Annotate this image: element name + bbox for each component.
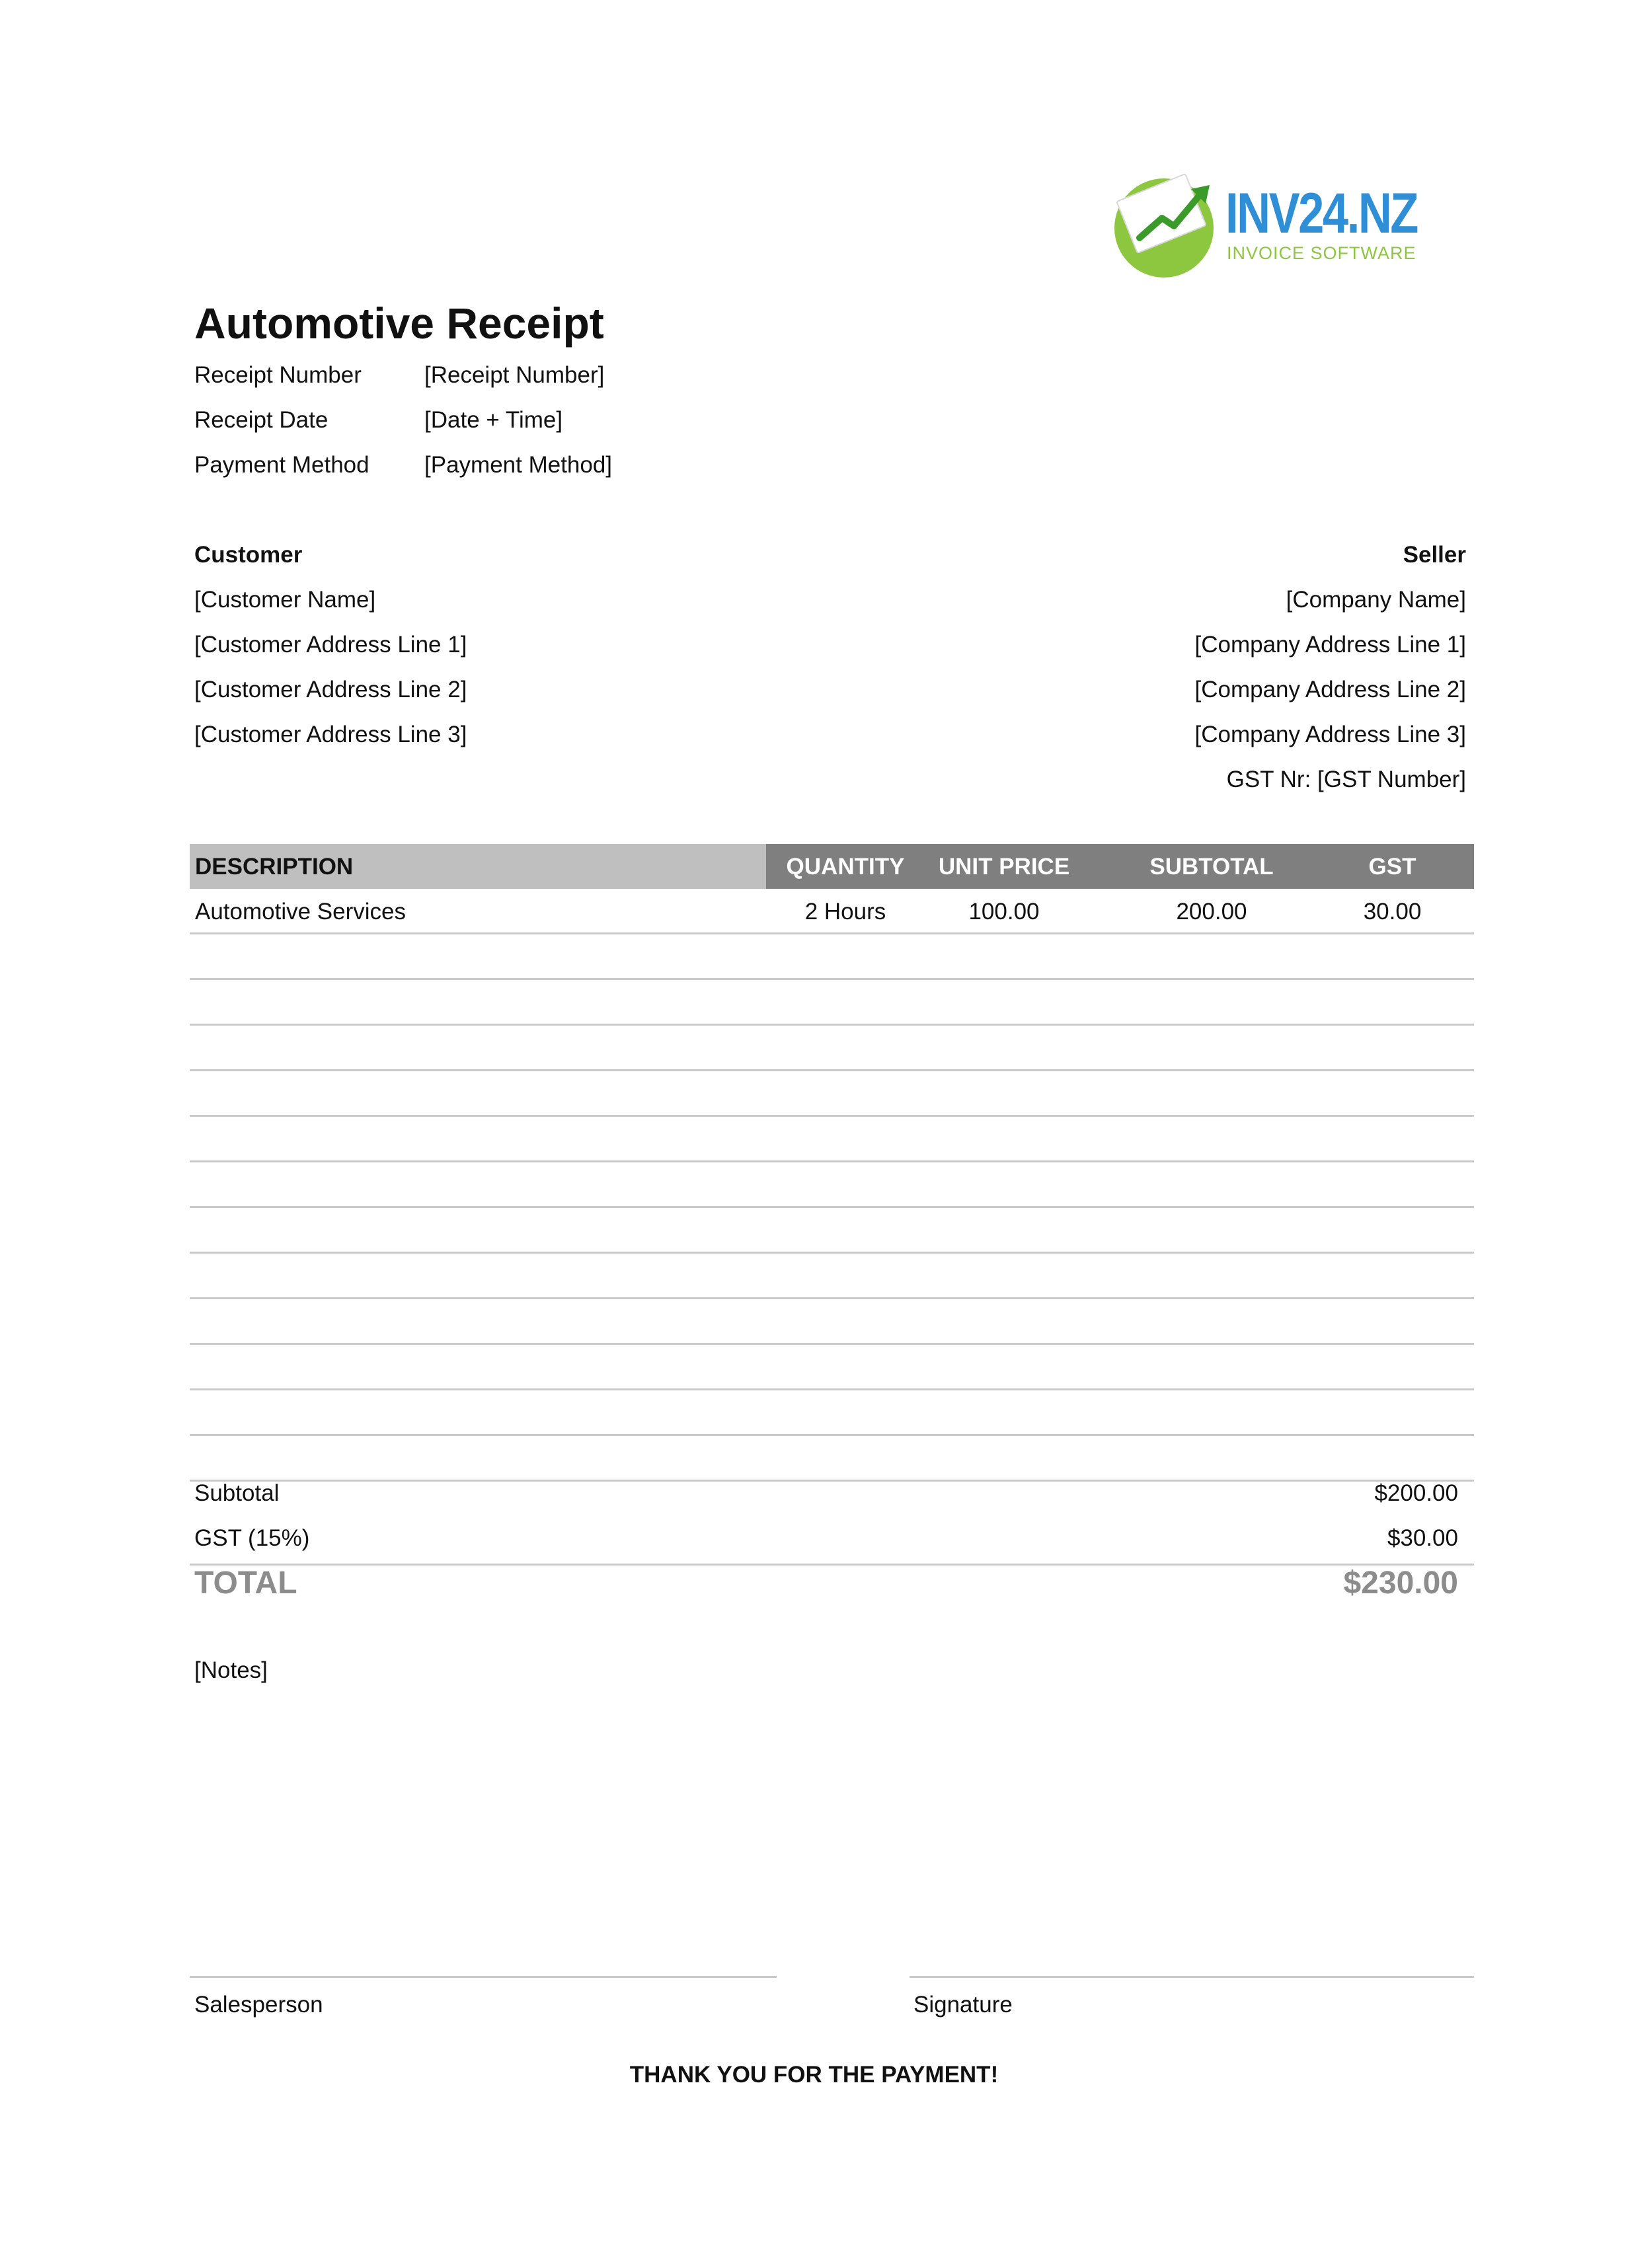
company-logo	[1114, 173, 1425, 279]
company-name: [Company Name]	[1286, 587, 1466, 613]
seller-heading: Seller	[1403, 542, 1466, 568]
items-table	[190, 844, 1474, 1482]
gst-value: $30.00	[1387, 1525, 1458, 1551]
table-row	[190, 1299, 1474, 1345]
total-divider	[190, 1564, 1474, 1566]
payment-method-label: Payment Method	[194, 452, 369, 478]
table-row	[190, 1117, 1474, 1162]
table-header	[190, 844, 1474, 889]
company-address-line-1: [Company Address Line 1]	[1194, 632, 1466, 658]
table-row	[190, 980, 1474, 1026]
table-row	[190, 1436, 1474, 1482]
company-gst-number: GST Nr: [GST Number]	[1226, 767, 1466, 792]
customer-address-line-2: [Customer Address Line 2]	[194, 677, 467, 702]
item-gst: 30.00	[1363, 899, 1422, 925]
unit-price-column-header: UNIT PRICE	[938, 854, 1070, 880]
signature-line	[910, 1976, 1474, 1978]
table-row	[190, 1026, 1474, 1071]
logo-growth-arrow-icon	[1128, 180, 1214, 252]
company-address-line-3: [Company Address Line 3]	[1194, 722, 1466, 747]
thank-you-message: THANK YOU FOR THE PAYMENT!	[629, 2062, 999, 2088]
gst-column-header: GST	[1368, 854, 1416, 880]
logo-name: INV24.NZ	[1225, 182, 1417, 245]
table-row	[190, 1208, 1474, 1254]
signature-label: Signature	[913, 1992, 1013, 2018]
table-row	[190, 889, 1474, 934]
item-description: Automotive Services	[195, 899, 407, 925]
payment-method-value: [Payment Method]	[424, 452, 613, 478]
subtotal-value: $200.00	[1374, 1480, 1458, 1506]
customer-heading: Customer	[194, 542, 303, 568]
subtotal-label: Subtotal	[194, 1480, 280, 1506]
table-row	[190, 1254, 1474, 1299]
table-row	[190, 1345, 1474, 1390]
table-row	[190, 1390, 1474, 1436]
salesperson-label: Salesperson	[194, 1992, 323, 2018]
item-subtotal: 200.00	[1176, 899, 1247, 925]
subtotal-column-header: SUBTOTAL	[1149, 854, 1274, 880]
customer-address-line-1: [Customer Address Line 1]	[194, 632, 467, 658]
receipt-date-value: [Date + Time]	[424, 407, 563, 433]
item-quantity: 2 Hours	[804, 899, 886, 925]
description-column-header: DESCRIPTION	[195, 854, 354, 880]
receipt-number-label: Receipt Number	[194, 362, 362, 388]
salesperson-signature-line	[190, 1976, 777, 1978]
logo-tagline: INVOICE SOFTWARE	[1227, 243, 1416, 263]
empty-rows	[190, 934, 1474, 1482]
document-title: Automotive Receipt	[194, 299, 604, 348]
gst-label: GST (15%)	[194, 1525, 310, 1551]
table-row	[190, 1071, 1474, 1117]
total-value: $230.00	[1343, 1566, 1458, 1601]
company-address-line-2: [Company Address Line 2]	[1194, 677, 1466, 702]
receipt-date-label: Receipt Date	[194, 407, 329, 433]
receipt-number-value: [Receipt Number]	[424, 362, 605, 388]
notes: [Notes]	[194, 1657, 268, 1683]
table-row	[190, 1162, 1474, 1208]
table-row	[190, 934, 1474, 980]
quantity-column-header: QUANTITY	[786, 854, 905, 880]
customer-name: [Customer Name]	[194, 587, 376, 613]
total-label: TOTAL	[194, 1566, 297, 1601]
item-unit-price: 100.00	[968, 899, 1040, 925]
customer-address-line-3: [Customer Address Line 3]	[194, 722, 467, 747]
